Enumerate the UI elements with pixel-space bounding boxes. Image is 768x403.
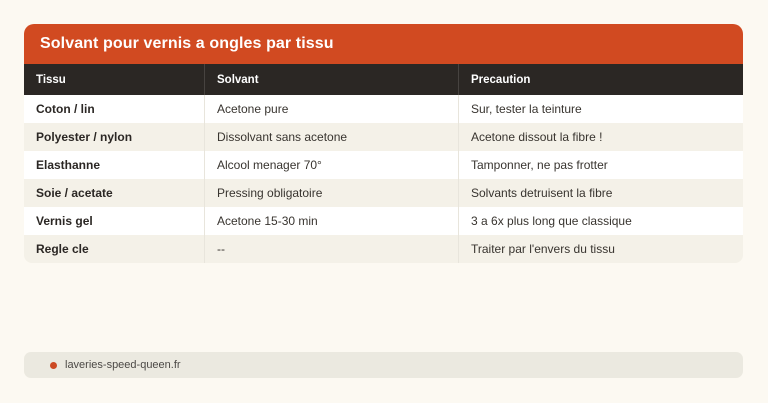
table-row [24, 151, 743, 179]
orange-dot-icon [50, 362, 57, 369]
info-card [24, 24, 743, 263]
table-row [24, 207, 743, 235]
card-title-bar [24, 24, 743, 64]
solvant-cell: -- [204, 235, 458, 263]
tissu-cell: Coton / lin [36, 102, 95, 116]
source-domain-text: laveries-speed-queen.fr [65, 359, 181, 371]
solvant-cell: Pressing obligatoire [204, 179, 458, 207]
precaution-cell: Traiter par l'envers du tissu [458, 235, 743, 263]
table-header-row [24, 64, 743, 95]
table-row [24, 179, 743, 207]
tissu-cell: Polyester / nylon [36, 130, 133, 144]
solvant-cell: Alcool menager 70° [204, 151, 458, 179]
column-header-tissu: Tissu [36, 73, 66, 86]
table-row [24, 123, 743, 151]
precaution-cell: 3 a 6x plus long que classique [458, 207, 743, 235]
solvant-cell: Acetone pure [204, 95, 458, 123]
precaution-cell: Tamponner, ne pas frotter [458, 151, 743, 179]
precaution-cell: Acetone dissout la fibre ! [458, 123, 743, 151]
table-row [24, 95, 743, 123]
table-row [24, 235, 743, 263]
precaution-cell: Sur, tester la teinture [458, 95, 743, 123]
column-header-solvant: Solvant [204, 64, 458, 95]
tissu-cell: Vernis gel [36, 214, 93, 228]
precaution-cell: Solvants detruisent la fibre [458, 179, 743, 207]
source-attribution-bar [24, 352, 743, 378]
solvant-cell: Acetone 15-30 min [204, 207, 458, 235]
tissu-cell: Soie / acetate [36, 186, 113, 200]
solvant-cell: Dissolvant sans acetone [204, 123, 458, 151]
column-header-precaution: Precaution [458, 64, 743, 95]
page-title: Solvant pour vernis a ongles par tissu [40, 35, 334, 52]
tissu-cell: Elasthanne [36, 158, 101, 172]
tissu-cell: Regle cle [36, 242, 89, 256]
